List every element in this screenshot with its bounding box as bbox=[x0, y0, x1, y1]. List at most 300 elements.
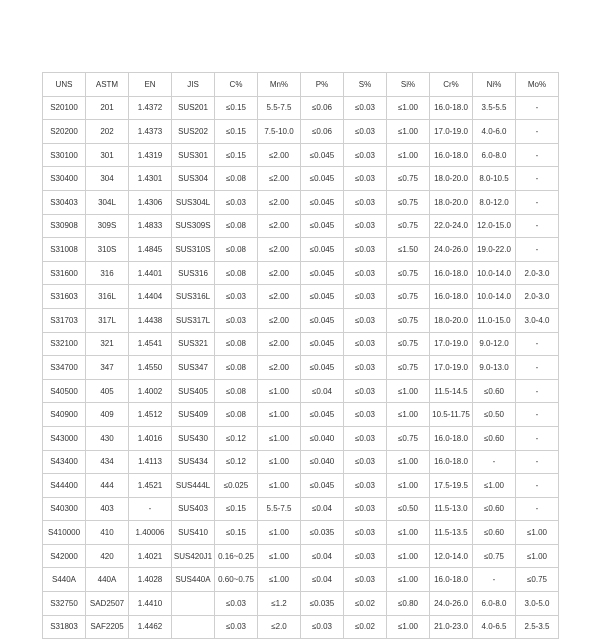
cell-manganese: ≤1.00 bbox=[258, 544, 301, 568]
cell-carbon: ≤0.08 bbox=[215, 356, 258, 380]
cell-molybdenum: - bbox=[516, 403, 559, 427]
cell-nickel: 11.0-15.0 bbox=[473, 308, 516, 332]
cell-astm: SAD2507 bbox=[86, 592, 129, 616]
cell-carbon: 0.60~0.75 bbox=[215, 568, 258, 592]
cell-en: 1.4372 bbox=[129, 96, 172, 120]
cell-phosphorus: ≤0.04 bbox=[301, 544, 344, 568]
cell-uns: S30403 bbox=[43, 190, 86, 214]
cell-molybdenum: - bbox=[516, 238, 559, 262]
cell-carbon: ≤0.08 bbox=[215, 167, 258, 191]
cell-astm: 430 bbox=[86, 426, 129, 450]
cell-manganese: ≤2.00 bbox=[258, 190, 301, 214]
cell-silicon: ≤0.50 bbox=[387, 497, 430, 521]
cell-sulfur: ≤0.03 bbox=[344, 214, 387, 238]
cell-astm: 321 bbox=[86, 332, 129, 356]
cell-silicon: ≤0.75 bbox=[387, 285, 430, 309]
table-row bbox=[43, 238, 559, 262]
cell-nickel: 9.0-12.0 bbox=[473, 332, 516, 356]
cell-jis bbox=[172, 615, 215, 639]
cell-silicon: ≤0.75 bbox=[387, 332, 430, 356]
cell-uns: S34700 bbox=[43, 356, 86, 380]
header-row bbox=[43, 73, 559, 97]
cell-uns: S31603 bbox=[43, 285, 86, 309]
cell-silicon: ≤1.00 bbox=[387, 120, 430, 144]
cell-jis: SUS434 bbox=[172, 450, 215, 474]
table-row bbox=[43, 356, 559, 380]
cell-uns: S44400 bbox=[43, 474, 86, 498]
cell-nickel: 4.0-6.0 bbox=[473, 120, 516, 144]
cell-en: 1.4438 bbox=[129, 308, 172, 332]
cell-nickel: 3.5-5.5 bbox=[473, 96, 516, 120]
cell-carbon: ≤0.08 bbox=[215, 332, 258, 356]
cell-nickel: ≤0.75 bbox=[473, 544, 516, 568]
header-astm: ASTM bbox=[86, 73, 129, 97]
cell-en: 1.4002 bbox=[129, 379, 172, 403]
cell-en: 1.4021 bbox=[129, 544, 172, 568]
cell-astm: 309S bbox=[86, 214, 129, 238]
cell-nickel: 8.0-10.5 bbox=[473, 167, 516, 191]
cell-nickel: ≤0.50 bbox=[473, 403, 516, 427]
cell-jis: SUS347 bbox=[172, 356, 215, 380]
cell-molybdenum: ≤0.75 bbox=[516, 568, 559, 592]
cell-chromium: 17.0-19.0 bbox=[430, 120, 473, 144]
cell-nickel: 19.0-22.0 bbox=[473, 238, 516, 262]
cell-astm: 409 bbox=[86, 403, 129, 427]
cell-astm: 304 bbox=[86, 167, 129, 191]
cell-sulfur: ≤0.03 bbox=[344, 190, 387, 214]
cell-jis: SUS201 bbox=[172, 96, 215, 120]
cell-uns: S31703 bbox=[43, 308, 86, 332]
cell-silicon: ≤1.00 bbox=[387, 544, 430, 568]
table-row bbox=[43, 568, 559, 592]
cell-nickel: ≤0.60 bbox=[473, 426, 516, 450]
cell-astm: 201 bbox=[86, 96, 129, 120]
cell-carbon: ≤0.15 bbox=[215, 497, 258, 521]
cell-chromium: 11.5-13.5 bbox=[430, 521, 473, 545]
cell-phosphorus: ≤0.045 bbox=[301, 238, 344, 262]
cell-chromium: 16.0-18.0 bbox=[430, 96, 473, 120]
cell-phosphorus: ≤0.045 bbox=[301, 143, 344, 167]
cell-molybdenum: 3.0-5.0 bbox=[516, 592, 559, 616]
cell-chromium: 16.0-18.0 bbox=[430, 568, 473, 592]
cell-sulfur: ≤0.03 bbox=[344, 143, 387, 167]
cell-phosphorus: ≤0.045 bbox=[301, 261, 344, 285]
cell-jis: SUS316 bbox=[172, 261, 215, 285]
cell-sulfur: ≤0.03 bbox=[344, 497, 387, 521]
cell-manganese: ≤1.00 bbox=[258, 474, 301, 498]
cell-astm: 304L bbox=[86, 190, 129, 214]
cell-molybdenum: ≤1.00 bbox=[516, 521, 559, 545]
cell-carbon: ≤0.03 bbox=[215, 285, 258, 309]
cell-jis: SUS430 bbox=[172, 426, 215, 450]
cell-astm: 316L bbox=[86, 285, 129, 309]
cell-phosphorus: ≤0.045 bbox=[301, 332, 344, 356]
cell-en: 1.4404 bbox=[129, 285, 172, 309]
table-row bbox=[43, 332, 559, 356]
cell-jis: SUS309S bbox=[172, 214, 215, 238]
cell-molybdenum: ≤1.00 bbox=[516, 544, 559, 568]
header-uns: UNS bbox=[43, 73, 86, 97]
header-en: EN bbox=[129, 73, 172, 97]
cell-uns: S440A bbox=[43, 568, 86, 592]
cell-uns: S32750 bbox=[43, 592, 86, 616]
cell-phosphorus: ≤0.04 bbox=[301, 568, 344, 592]
cell-jis: SUS420J1 bbox=[172, 544, 215, 568]
cell-carbon: ≤0.03 bbox=[215, 308, 258, 332]
cell-carbon: ≤0.15 bbox=[215, 521, 258, 545]
cell-chromium: 11.5-13.0 bbox=[430, 497, 473, 521]
cell-en: 1.4462 bbox=[129, 615, 172, 639]
cell-silicon: ≤0.75 bbox=[387, 308, 430, 332]
cell-silicon: ≤1.00 bbox=[387, 403, 430, 427]
cell-en: 1.4306 bbox=[129, 190, 172, 214]
table-row bbox=[43, 544, 559, 568]
cell-sulfur: ≤0.03 bbox=[344, 379, 387, 403]
cell-en: 1.4319 bbox=[129, 143, 172, 167]
cell-en: 1.4833 bbox=[129, 214, 172, 238]
cell-silicon: ≤0.75 bbox=[387, 190, 430, 214]
cell-silicon: ≤1.00 bbox=[387, 568, 430, 592]
table-row bbox=[43, 592, 559, 616]
cell-chromium: 17.5-19.5 bbox=[430, 474, 473, 498]
cell-manganese: ≤1.00 bbox=[258, 403, 301, 427]
cell-astm: 444 bbox=[86, 474, 129, 498]
table-row bbox=[43, 120, 559, 144]
cell-carbon: ≤0.025 bbox=[215, 474, 258, 498]
cell-sulfur: ≤0.03 bbox=[344, 96, 387, 120]
cell-nickel: 6.0-8.0 bbox=[473, 592, 516, 616]
cell-nickel: 9.0-13.0 bbox=[473, 356, 516, 380]
cell-manganese: ≤1.00 bbox=[258, 426, 301, 450]
cell-chromium: 24.0-26.0 bbox=[430, 592, 473, 616]
cell-molybdenum: - bbox=[516, 190, 559, 214]
cell-silicon: ≤1.50 bbox=[387, 238, 430, 262]
cell-molybdenum: - bbox=[516, 497, 559, 521]
cell-uns: S20200 bbox=[43, 120, 86, 144]
cell-molybdenum: 3.0-4.0 bbox=[516, 308, 559, 332]
table-row bbox=[43, 403, 559, 427]
cell-manganese: ≤2.00 bbox=[258, 143, 301, 167]
cell-astm: 410 bbox=[86, 521, 129, 545]
cell-manganese: 7.5-10.0 bbox=[258, 120, 301, 144]
cell-nickel: - bbox=[473, 450, 516, 474]
cell-jis: SUS316L bbox=[172, 285, 215, 309]
cell-sulfur: ≤0.03 bbox=[344, 403, 387, 427]
cell-en: 1.4113 bbox=[129, 450, 172, 474]
cell-astm: 440A bbox=[86, 568, 129, 592]
cell-molybdenum: - bbox=[516, 379, 559, 403]
cell-en: 1.4016 bbox=[129, 426, 172, 450]
cell-manganese: 5.5-7.5 bbox=[258, 96, 301, 120]
cell-jis: SUS410 bbox=[172, 521, 215, 545]
cell-sulfur: ≤0.02 bbox=[344, 592, 387, 616]
cell-silicon: ≤1.00 bbox=[387, 450, 430, 474]
cell-phosphorus: ≤0.045 bbox=[301, 214, 344, 238]
cell-phosphorus: ≤0.045 bbox=[301, 190, 344, 214]
table-row bbox=[43, 308, 559, 332]
cell-molybdenum: - bbox=[516, 167, 559, 191]
cell-phosphorus: ≤0.045 bbox=[301, 167, 344, 191]
cell-manganese: ≤2.00 bbox=[258, 332, 301, 356]
cell-carbon: ≤0.15 bbox=[215, 143, 258, 167]
cell-carbon: ≤0.12 bbox=[215, 426, 258, 450]
cell-chromium: 16.0-18.0 bbox=[430, 426, 473, 450]
cell-phosphorus: ≤0.035 bbox=[301, 592, 344, 616]
cell-manganese: ≤2.00 bbox=[258, 261, 301, 285]
cell-nickel: ≤0.60 bbox=[473, 497, 516, 521]
cell-uns: S43000 bbox=[43, 426, 86, 450]
table-row bbox=[43, 426, 559, 450]
cell-sulfur: ≤0.03 bbox=[344, 521, 387, 545]
cell-manganese: ≤1.2 bbox=[258, 592, 301, 616]
cell-molybdenum: - bbox=[516, 450, 559, 474]
cell-manganese: ≤1.00 bbox=[258, 450, 301, 474]
table-row bbox=[43, 261, 559, 285]
cell-chromium: 16.0-18.0 bbox=[430, 450, 473, 474]
cell-nickel: 10.0-14.0 bbox=[473, 261, 516, 285]
cell-jis: SUS409 bbox=[172, 403, 215, 427]
cell-chromium: 18.0-20.0 bbox=[430, 167, 473, 191]
cell-chromium: 24.0-26.0 bbox=[430, 238, 473, 262]
cell-silicon: ≤0.75 bbox=[387, 426, 430, 450]
cell-astm: 316 bbox=[86, 261, 129, 285]
cell-manganese: ≤1.00 bbox=[258, 379, 301, 403]
cell-astm: SAF2205 bbox=[86, 615, 129, 639]
cell-manganese: ≤1.00 bbox=[258, 568, 301, 592]
cell-sulfur: ≤0.03 bbox=[344, 426, 387, 450]
cell-silicon: ≤1.00 bbox=[387, 96, 430, 120]
cell-manganese: ≤2.00 bbox=[258, 167, 301, 191]
cell-uns: S31600 bbox=[43, 261, 86, 285]
table-row bbox=[43, 167, 559, 191]
cell-astm: 403 bbox=[86, 497, 129, 521]
cell-molybdenum: 2.0-3.0 bbox=[516, 261, 559, 285]
cell-nickel: ≤0.60 bbox=[473, 521, 516, 545]
cell-molybdenum: - bbox=[516, 96, 559, 120]
cell-molybdenum: - bbox=[516, 356, 559, 380]
cell-manganese: 5.5-7.5 bbox=[258, 497, 301, 521]
cell-carbon: ≤0.08 bbox=[215, 379, 258, 403]
cell-molybdenum: 2.0-3.0 bbox=[516, 285, 559, 309]
cell-manganese: ≤2.00 bbox=[258, 285, 301, 309]
cell-uns: S40300 bbox=[43, 497, 86, 521]
cell-nickel: ≤0.60 bbox=[473, 379, 516, 403]
header-silicon: Si% bbox=[387, 73, 430, 97]
cell-astm: 202 bbox=[86, 120, 129, 144]
header-nickel: Ni% bbox=[473, 73, 516, 97]
cell-jis: SUS317L bbox=[172, 308, 215, 332]
cell-uns: S30100 bbox=[43, 143, 86, 167]
cell-carbon: ≤0.08 bbox=[215, 214, 258, 238]
cell-carbon: ≤0.15 bbox=[215, 96, 258, 120]
cell-uns: S410000 bbox=[43, 521, 86, 545]
cell-silicon: ≤1.00 bbox=[387, 143, 430, 167]
cell-chromium: 18.0-20.0 bbox=[430, 190, 473, 214]
table-row bbox=[43, 379, 559, 403]
cell-silicon: ≤1.00 bbox=[387, 474, 430, 498]
cell-molybdenum: - bbox=[516, 426, 559, 450]
table-row bbox=[43, 615, 559, 639]
cell-phosphorus: ≤0.035 bbox=[301, 521, 344, 545]
header-jis: JIS bbox=[172, 73, 215, 97]
cell-jis: SUS444L bbox=[172, 474, 215, 498]
cell-chromium: 18.0-20.0 bbox=[430, 308, 473, 332]
cell-carbon: 0.16~0.25 bbox=[215, 544, 258, 568]
table-row bbox=[43, 497, 559, 521]
cell-silicon: ≤0.80 bbox=[387, 592, 430, 616]
cell-astm: 347 bbox=[86, 356, 129, 380]
cell-jis: SUS310S bbox=[172, 238, 215, 262]
cell-uns: S32100 bbox=[43, 332, 86, 356]
cell-jis: SUS304L bbox=[172, 190, 215, 214]
cell-en: 1.4028 bbox=[129, 568, 172, 592]
cell-en: 1.4373 bbox=[129, 120, 172, 144]
cell-en: 1.40006 bbox=[129, 521, 172, 545]
table-row bbox=[43, 285, 559, 309]
cell-sulfur: ≤0.03 bbox=[344, 120, 387, 144]
cell-molybdenum: - bbox=[516, 332, 559, 356]
cell-phosphorus: ≤0.040 bbox=[301, 426, 344, 450]
cell-nickel: ≤1.00 bbox=[473, 474, 516, 498]
table-body bbox=[43, 96, 559, 639]
cell-uns: S31008 bbox=[43, 238, 86, 262]
cell-sulfur: ≤0.03 bbox=[344, 285, 387, 309]
cell-carbon: ≤0.03 bbox=[215, 190, 258, 214]
cell-sulfur: ≤0.03 bbox=[344, 261, 387, 285]
cell-chromium: 12.0-14.0 bbox=[430, 544, 473, 568]
cell-chromium: 16.0-18.0 bbox=[430, 285, 473, 309]
cell-carbon: ≤0.12 bbox=[215, 450, 258, 474]
table-row bbox=[43, 521, 559, 545]
cell-sulfur: ≤0.03 bbox=[344, 332, 387, 356]
cell-en: 1.4301 bbox=[129, 167, 172, 191]
cell-carbon: ≤0.03 bbox=[215, 615, 258, 639]
cell-silicon: ≤0.75 bbox=[387, 356, 430, 380]
cell-astm: 301 bbox=[86, 143, 129, 167]
header-phosphorus: P% bbox=[301, 73, 344, 97]
header-sulfur: S% bbox=[344, 73, 387, 97]
header-carbon: C% bbox=[215, 73, 258, 97]
cell-jis: SUS301 bbox=[172, 143, 215, 167]
cell-silicon: ≤1.00 bbox=[387, 615, 430, 639]
cell-chromium: 16.0-18.0 bbox=[430, 261, 473, 285]
cell-chromium: 11.5-14.5 bbox=[430, 379, 473, 403]
header-molybdenum: Mo% bbox=[516, 73, 559, 97]
cell-astm: 434 bbox=[86, 450, 129, 474]
cell-molybdenum: - bbox=[516, 214, 559, 238]
cell-uns: S20100 bbox=[43, 96, 86, 120]
table-row bbox=[43, 143, 559, 167]
cell-uns: S40900 bbox=[43, 403, 86, 427]
cell-jis: SUS304 bbox=[172, 167, 215, 191]
cell-chromium: 21.0-23.0 bbox=[430, 615, 473, 639]
cell-silicon: ≤1.00 bbox=[387, 379, 430, 403]
cell-sulfur: ≤0.03 bbox=[344, 308, 387, 332]
cell-chromium: 17.0-19.0 bbox=[430, 332, 473, 356]
cell-chromium: 10.5-11.75 bbox=[430, 403, 473, 427]
cell-silicon: ≤1.00 bbox=[387, 521, 430, 545]
cell-nickel: 8.0-12.0 bbox=[473, 190, 516, 214]
cell-sulfur: ≤0.02 bbox=[344, 615, 387, 639]
cell-uns: S42000 bbox=[43, 544, 86, 568]
cell-phosphorus: ≤0.04 bbox=[301, 497, 344, 521]
cell-carbon: ≤0.08 bbox=[215, 261, 258, 285]
cell-carbon: ≤0.15 bbox=[215, 120, 258, 144]
cell-silicon: ≤0.75 bbox=[387, 261, 430, 285]
table-row bbox=[43, 474, 559, 498]
cell-en: 1.4550 bbox=[129, 356, 172, 380]
cell-chromium: 17.0-19.0 bbox=[430, 356, 473, 380]
cell-en: 1.4541 bbox=[129, 332, 172, 356]
cell-uns: S43400 bbox=[43, 450, 86, 474]
table-row bbox=[43, 450, 559, 474]
cell-carbon: ≤0.08 bbox=[215, 403, 258, 427]
cell-silicon: ≤0.75 bbox=[387, 167, 430, 191]
cell-astm: 310S bbox=[86, 238, 129, 262]
cell-manganese: ≤2.0 bbox=[258, 615, 301, 639]
cell-uns: S31803 bbox=[43, 615, 86, 639]
cell-uns: S40500 bbox=[43, 379, 86, 403]
cell-silicon: ≤0.75 bbox=[387, 214, 430, 238]
cell-jis: SUS321 bbox=[172, 332, 215, 356]
cell-phosphorus: ≤0.03 bbox=[301, 615, 344, 639]
cell-jis: SUS440A bbox=[172, 568, 215, 592]
cell-en: 1.4845 bbox=[129, 238, 172, 262]
cell-sulfur: ≤0.03 bbox=[344, 474, 387, 498]
cell-uns: S30908 bbox=[43, 214, 86, 238]
cell-chromium: 22.0-24.0 bbox=[430, 214, 473, 238]
cell-en: 1.4512 bbox=[129, 403, 172, 427]
cell-phosphorus: ≤0.06 bbox=[301, 96, 344, 120]
cell-phosphorus: ≤0.045 bbox=[301, 285, 344, 309]
cell-en: 1.4521 bbox=[129, 474, 172, 498]
cell-jis: SUS403 bbox=[172, 497, 215, 521]
cell-nickel: 4.0-6.5 bbox=[473, 615, 516, 639]
cell-sulfur: ≤0.03 bbox=[344, 544, 387, 568]
cell-manganese: ≤1.00 bbox=[258, 521, 301, 545]
cell-uns: S30400 bbox=[43, 167, 86, 191]
cell-sulfur: ≤0.03 bbox=[344, 238, 387, 262]
cell-manganese: ≤2.00 bbox=[258, 308, 301, 332]
header-manganese: Mn% bbox=[258, 73, 301, 97]
cell-phosphorus: ≤0.045 bbox=[301, 403, 344, 427]
cell-carbon: ≤0.03 bbox=[215, 592, 258, 616]
cell-sulfur: ≤0.03 bbox=[344, 568, 387, 592]
cell-astm: 420 bbox=[86, 544, 129, 568]
cell-phosphorus: ≤0.04 bbox=[301, 379, 344, 403]
cell-jis bbox=[172, 592, 215, 616]
table-row bbox=[43, 214, 559, 238]
header-chromium: Cr% bbox=[430, 73, 473, 97]
cell-phosphorus: ≤0.06 bbox=[301, 120, 344, 144]
cell-sulfur: ≤0.03 bbox=[344, 356, 387, 380]
cell-sulfur: ≤0.03 bbox=[344, 167, 387, 191]
table-row bbox=[43, 96, 559, 120]
cell-nickel: 10.0-14.0 bbox=[473, 285, 516, 309]
cell-phosphorus: ≤0.045 bbox=[301, 308, 344, 332]
cell-carbon: ≤0.08 bbox=[215, 238, 258, 262]
cell-nickel: - bbox=[473, 568, 516, 592]
cell-manganese: ≤2.00 bbox=[258, 214, 301, 238]
stainless-steel-grade-table bbox=[42, 72, 559, 639]
cell-manganese: ≤2.00 bbox=[258, 356, 301, 380]
cell-chromium: 16.0-18.0 bbox=[430, 143, 473, 167]
table-row bbox=[43, 190, 559, 214]
cell-molybdenum: 2.5-3.5 bbox=[516, 615, 559, 639]
cell-molybdenum: - bbox=[516, 474, 559, 498]
cell-en: - bbox=[129, 497, 172, 521]
cell-molybdenum: - bbox=[516, 143, 559, 167]
